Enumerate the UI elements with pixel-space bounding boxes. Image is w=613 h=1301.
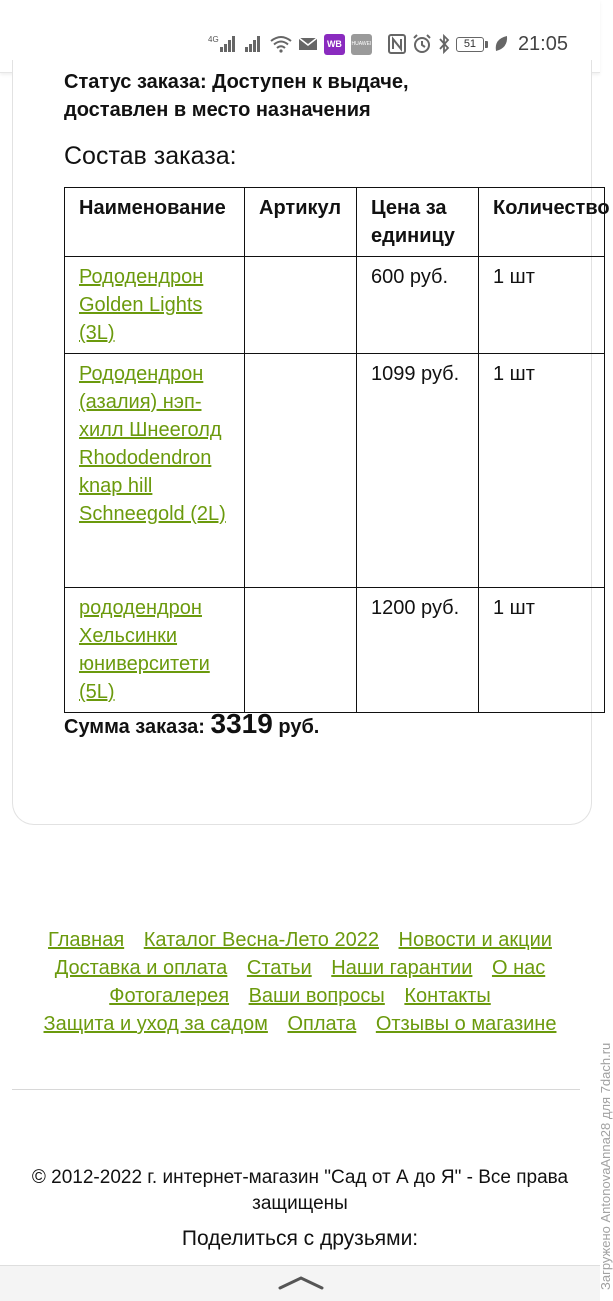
product-link[interactable]: Рододендрон Golden Lights (3L) — [79, 266, 204, 344]
footer-link-guarantees[interactable]: Наши гарантии — [331, 957, 473, 979]
order-contents-title: Состав заказа: — [64, 142, 237, 170]
watermark-text: Загружено AntonovaAnna28 для 7dach.ru — [598, 1042, 613, 1290]
huawei-app-icon: HUAWEI — [351, 34, 372, 55]
nfc-icon — [388, 34, 406, 54]
footer-link-garden-care[interactable]: Защита и уход за садом — [43, 1013, 268, 1035]
article-cell — [245, 257, 357, 354]
wifi-icon — [270, 35, 292, 53]
column-header-name: Наименование — [65, 188, 245, 257]
product-link[interactable]: Рододендрон (азалия) нэп-хилл Шнееголд Rhododendron knap hill Schneegold (2L) — [79, 363, 226, 525]
footer-link-reviews[interactable]: Отзывы о магазине — [375, 1013, 557, 1035]
product-name-cell — [65, 257, 245, 354]
mobile-signal-4g-icon — [208, 34, 238, 54]
table-row — [65, 354, 605, 588]
footer-link-delivery[interactable]: Доставка и оплата — [54, 957, 228, 979]
footer-nav-row — [0, 1010, 600, 1038]
watermark — [582, 990, 613, 1290]
svg-text:4G: 4G — [207, 35, 219, 44]
price-cell: 1099 руб. — [357, 354, 479, 588]
footer-link-news[interactable]: Новости и акции — [398, 929, 552, 951]
footer-link-questions[interactable]: Ваши вопросы — [248, 985, 385, 1007]
bluetooth-icon — [438, 34, 450, 54]
product-name-cell — [65, 354, 245, 588]
order-table-container[interactable] — [64, 187, 610, 703]
footer-nav-row — [0, 954, 600, 982]
footer-link-gallery[interactable]: Фотогалерея — [109, 985, 230, 1007]
column-header-article: Артикул — [245, 188, 357, 257]
quantity-cell: 1 шт — [479, 588, 605, 713]
copyright-text: © 2012-2022 г. интернет-магазин "Сад от А до Я" - Все права защищены — [31, 1167, 569, 1214]
table-header-row — [65, 188, 605, 257]
footer-link-contacts[interactable]: Контакты — [404, 985, 491, 1007]
column-header-quantity: Количество — [479, 188, 605, 257]
chevron-up-icon[interactable] — [278, 1274, 324, 1295]
battery-icon: 51 — [456, 37, 484, 52]
status-icons — [208, 33, 568, 55]
table-row — [65, 257, 605, 354]
footer-navigation — [0, 926, 600, 1038]
product-name-cell — [65, 588, 245, 713]
bottom-navigation-bar — [0, 1265, 600, 1301]
column-header-price: Цена за единицу — [357, 188, 479, 257]
order-total — [64, 708, 319, 740]
order-table — [64, 187, 610, 713]
footer-nav-row — [0, 926, 600, 954]
footer-link-catalog[interactable]: Каталог Весна-Лето 2022 — [143, 929, 379, 951]
table-row — [65, 588, 605, 713]
footer-link-payment[interactable]: Оплата — [287, 1013, 357, 1035]
footer-nav-row — [0, 982, 600, 1010]
price-cell: 600 руб. — [357, 257, 479, 354]
alarm-icon — [412, 34, 432, 54]
wildberries-app-icon: WB — [324, 34, 345, 55]
order-status-text: Статус заказа: Доступен к выдаче, доставлен в место назначения — [64, 71, 409, 121]
footer-link-about[interactable]: О нас — [491, 957, 546, 979]
quantity-cell: 1 шт — [479, 257, 605, 354]
footer-divider — [12, 1089, 580, 1090]
order-total-label: Сумма заказа: — [64, 716, 205, 738]
quantity-cell: 1 шт — [479, 354, 605, 588]
mail-icon — [298, 36, 318, 52]
article-cell — [245, 354, 357, 588]
order-total-amount: 3319 — [210, 708, 273, 739]
share-with-friends-label: Поделиться с друзьями: — [181, 1227, 419, 1250]
product-link[interactable]: рододендрон Хельсинки юниверситети (5L) — [79, 597, 210, 703]
price-cell: 1200 руб. — [357, 588, 479, 713]
article-cell — [245, 588, 357, 713]
signal-icon — [244, 34, 264, 54]
clock-time: 21:05 — [517, 32, 568, 55]
footer-link-home[interactable]: Главная — [48, 929, 125, 951]
power-saving-leaf-icon — [494, 35, 508, 53]
order-total-currency: руб. — [278, 716, 320, 738]
footer-link-articles[interactable]: Статьи — [246, 957, 312, 979]
